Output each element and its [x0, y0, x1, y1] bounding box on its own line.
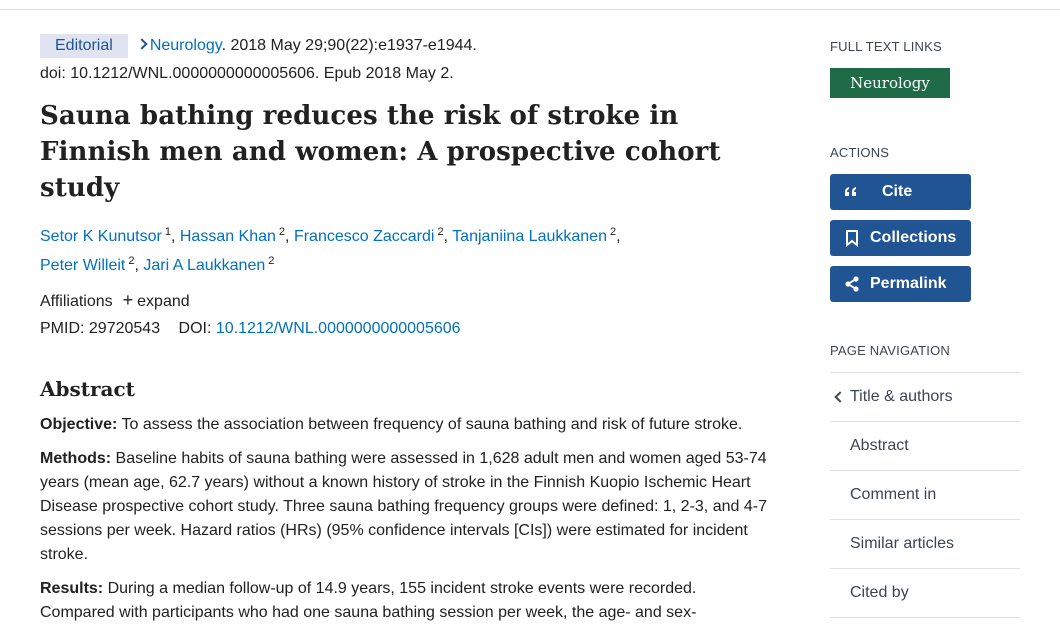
author-link[interactable]: Tanjaniina Laukkanen: [452, 228, 607, 245]
methods-label: Methods:: [40, 450, 112, 467]
author-link[interactable]: Setor K Kunutsor: [40, 228, 162, 245]
pmid-value: 29720543: [88, 320, 161, 337]
expand-label: expand: [137, 293, 190, 310]
author-affiliation-number[interactable]: 2: [609, 226, 617, 238]
nav-item-label: Cited by: [850, 584, 909, 601]
citation-details: . 2018 May 29;90(22):e1937-e1944.: [221, 37, 477, 54]
bookmark-icon: [842, 228, 862, 248]
collections-label: Collections: [870, 229, 957, 246]
affiliations-row: [40, 288, 770, 314]
doi-epub-line: doi: 10.1212/WNL.0000000000005606. Epub 2018 May 2.: [40, 65, 454, 82]
nav-item-label: Abstract: [850, 437, 909, 454]
affiliations-label: Affiliations: [40, 293, 113, 310]
methods-text: Baseline habits of sauna bathing were assessed in 1,628 adult men and women aged 53-74 years (mean age, 62.7 years) without a known history of stroke in the Finnish Kuopio Ischemic Heart Disease prospective cohort study. Three sauna bathing frequency groups were defined: 1, 2-3, and 4-7 sessions per week. Hazard ratios (HRs) (95% confidence intervals [CIs]) were estimated for incident stroke.: [40, 450, 767, 563]
pmid-label: PMID:: [40, 320, 85, 337]
author-affiliation-number[interactable]: 2: [278, 226, 286, 238]
author-link[interactable]: Jari A Laukkanen: [143, 257, 266, 274]
permalink-label: Permalink: [870, 275, 947, 292]
article-type-badge: Editorial: [40, 34, 128, 58]
abstract-results: [40, 577, 770, 625]
author-link[interactable]: Hassan Khan: [179, 228, 276, 245]
permalink-button[interactable]: [830, 266, 971, 302]
expand-affiliations-button[interactable]: [113, 290, 190, 310]
journal-link[interactable]: Neurology: [149, 37, 222, 54]
identifiers-row: [40, 317, 770, 341]
results-text: During a median follow-up of 14.9 years, 155 incident stroke events were recorded. Compared with participants who had one sauna bathing session per week, the age- and sex-: [40, 580, 697, 621]
author-link[interactable]: Francesco Zaccardi: [293, 228, 435, 245]
abstract-methods: [40, 447, 770, 567]
author-affiliation-number[interactable]: 2: [128, 255, 135, 267]
authors-list: Setor K Kunutsor $^1$, Hassan Khan $^2$, Francesco Zaccardi $^2$, Tanjaniina Laukkanen $^2$, Peter Willeit $^2$, Jari A Laukkanen $^2$: [40, 226, 621, 274]
page-navigation-section: [830, 340, 1020, 618]
chevron-left-icon: [834, 391, 845, 402]
cite-label: Cite: [882, 183, 913, 200]
sidebar: [830, 36, 1020, 618]
author-affiliation-number[interactable]: 2: [268, 255, 275, 267]
full-text-links-heading: FULL TEXT LINKS: [830, 39, 942, 54]
nav-item-similar-articles[interactable]: [830, 520, 1020, 569]
nav-item-abstract[interactable]: [830, 422, 1020, 471]
plus-icon: +: [122, 290, 134, 310]
nav-item-label: Title & authors: [850, 388, 953, 405]
page-navigation-list: [830, 372, 1020, 618]
cite-button[interactable]: [830, 174, 971, 210]
quote-icon: [842, 182, 862, 202]
abstract-heading: Abstract: [40, 377, 135, 401]
share-icon: [842, 274, 862, 294]
neurology-publisher-link[interactable]: [830, 68, 950, 98]
doi-link[interactable]: 10.1212/WNL.0000000000005606: [215, 320, 461, 337]
doi-label: DOI:: [178, 320, 212, 337]
objective-text: To assess the association between frequency of sauna bathing and risk of future stroke.: [117, 416, 743, 433]
abstract-objective: [40, 413, 770, 437]
citation-line: [40, 34, 770, 58]
author-link[interactable]: Peter Willeit: [40, 257, 126, 274]
article-main: [40, 34, 770, 625]
results-label: Results:: [40, 580, 104, 597]
author-affiliation-number[interactable]: 1: [164, 226, 171, 238]
top-divider: [0, 0, 1060, 10]
page-navigation-heading: PAGE NAVIGATION: [830, 343, 951, 358]
publisher-logo-text: Neurology: [850, 74, 930, 92]
actions-heading: ACTIONS: [830, 145, 890, 160]
collections-button[interactable]: [830, 220, 971, 256]
nav-item-label: Comment in: [850, 486, 937, 503]
article-title: Sauna bathing reduces the risk of stroke in Finnish men and women: A prospective cohort study: [40, 101, 721, 203]
chevron-right-icon: [136, 38, 147, 49]
nav-item-label: Similar articles: [850, 535, 955, 552]
nav-item-title-authors[interactable]: [830, 373, 1020, 422]
author-affiliation-number[interactable]: 2: [437, 226, 444, 238]
nav-item-comment-in[interactable]: [830, 471, 1020, 520]
objective-label: Objective:: [40, 416, 118, 433]
nav-item-cited-by[interactable]: [830, 569, 1020, 618]
actions-section: [830, 142, 1020, 302]
